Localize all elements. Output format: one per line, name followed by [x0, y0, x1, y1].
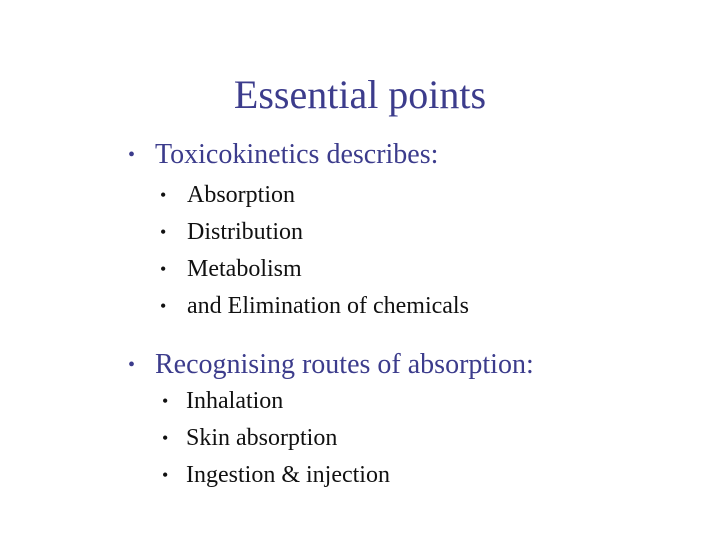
bullet-icon: • [160, 222, 167, 242]
section-toxicokinetics [0, 135, 720, 325]
bullet-icon: • [162, 465, 169, 485]
sub-bullet-text: Inhalation [186, 388, 284, 414]
sub-bullet-text: Absorption [187, 182, 295, 208]
sub-bullet-text: Skin absorption [186, 425, 338, 451]
bullet-heading: Recognising routes of absorption: [155, 349, 534, 380]
sub-bullet-list [0, 177, 720, 325]
bullet-item [0, 135, 720, 175]
sub-bullet-item [0, 177, 720, 214]
sub-bullet-text: and Elimination of chemicals [187, 293, 469, 319]
sub-bullet-item [0, 251, 720, 288]
sub-bullet-list [0, 383, 720, 494]
sub-bullet-item [0, 383, 720, 420]
slide-title: Essential points [233, 72, 487, 117]
sub-bullet-item [0, 288, 720, 325]
sub-bullet-text: Metabolism [187, 256, 302, 282]
bullet-icon: • [162, 428, 169, 448]
sub-bullet-item [0, 457, 720, 494]
bullet-icon: • [162, 391, 169, 411]
bullet-icon: • [128, 144, 136, 166]
bullet-item [0, 345, 720, 385]
bullet-icon: • [128, 354, 136, 376]
sub-bullet-text: Ingestion & injection [186, 462, 390, 488]
section-routes-of-absorption [0, 345, 720, 494]
bullet-icon: • [160, 296, 167, 316]
bullet-icon: • [160, 185, 167, 205]
bullet-heading: Toxicokinetics describes: [155, 139, 439, 170]
sub-bullet-item [0, 420, 720, 457]
sub-bullet-item [0, 214, 720, 251]
sub-bullet-text: Distribution [187, 219, 304, 245]
bullet-icon: • [160, 259, 167, 279]
